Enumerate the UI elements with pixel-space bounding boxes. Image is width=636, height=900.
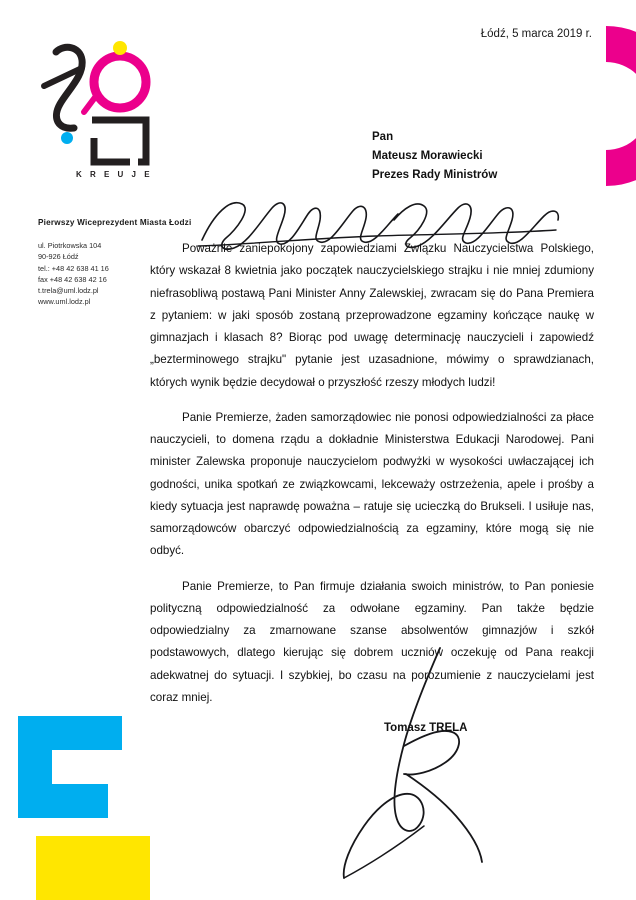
- letter-body: [150, 238, 594, 722]
- sender-address-line-3: tel.: +48 42 638 41 16: [38, 263, 109, 273]
- sender-address-line-4: fax +48 42 638 42 16: [38, 274, 107, 284]
- magenta-arc-decoration: [554, 18, 636, 194]
- sender-title: Pierwszy Wiceprezydent Miasta Łodzi: [38, 218, 192, 227]
- paragraph-2: Panie Premierze, żaden samorządowiec nie ponosi odpowiedzialności za płace nauczycieli, to domena rządu a dokładnie Ministerstwa Edukacji Narodowej. Pani minister Zalewska proponuje nauczycielom podwyżki w wysokości uwłaczającej ich godności, unika spotkań ze związkowcami, lekceważy ostrzeżenia, apele i prośby a kiedy sytuacja jest naprawdę poważna – ratuje się ucieczką do Brukseli. I usiłuje nas, samorządowców obarczyć odpowiedzialnością za egzaminy, które mogą się nie odbyć.: [150, 410, 594, 558]
- logo-tagline: K R E U J E: [76, 170, 153, 179]
- lodz-logo: [34, 34, 174, 184]
- sender-email: t.trela@uml.lodz.pl: [38, 286, 99, 296]
- addressee-line-3: Prezes Rady Ministrów: [372, 168, 498, 181]
- addressee-block: [372, 128, 497, 185]
- bottom-decoration: [0, 710, 300, 900]
- sender-address-line-1: ul. Piotrkowska 104: [38, 241, 102, 250]
- paragraph-3: Panie Premierze, to Pan firmuje działania swoich ministrów, to Pan poniesie polityczną odpowiedzialność za odwołane egzaminy. Pan także będzie odpowiedzialny za zmarnowane szanse absolwentów gimnazjów i szkół podstawowych, dlatego kierując się dobrem uczniów oczekuję od Pana reakcji adekwatnej do sytuacji. I szybkiej, bo czasu na porozumienie z nauczycielami jest coraz mniej.: [150, 579, 594, 704]
- addressee-line-1: Pan: [372, 131, 394, 143]
- lodz-logo-graphic: [34, 34, 174, 184]
- signature-name: Tomasz TRELA: [384, 722, 468, 734]
- sender-address-line-2: 90-926 Łódź: [38, 252, 79, 262]
- paragraph-1: Poważnie zaniepokojony zapowiedziami Związku Nauczycielstwa Polskiego, który wskazał 8 kwietnia jako początek nauczycielskiego strajku i nie mniej zdumiony niefrasobliwą postawą Pani Minister Anny Zalewskiej, zwracam się do Pana Premiera z pytaniem: w jaki sposób zostaną przeprowadzone egzaminy kończące naukę w gimnazjach i klasach 8? Biorąc pod uwagę determinację nauczycieli i zapowiedź „bezterminowego strajku" pytanie jest uzasadnione, mówimy o sprawdzianach, których wynik będzie decydował o przyszłość rzeszy młodych ludzi!: [150, 242, 594, 389]
- sender-address: [38, 240, 109, 308]
- sender-website: www.uml.lodz.pl: [38, 297, 91, 307]
- addressee-line-2: Mateusz Morawiecki: [372, 149, 483, 162]
- document-date: Łódź, 5 marca 2019 r.: [480, 28, 592, 40]
